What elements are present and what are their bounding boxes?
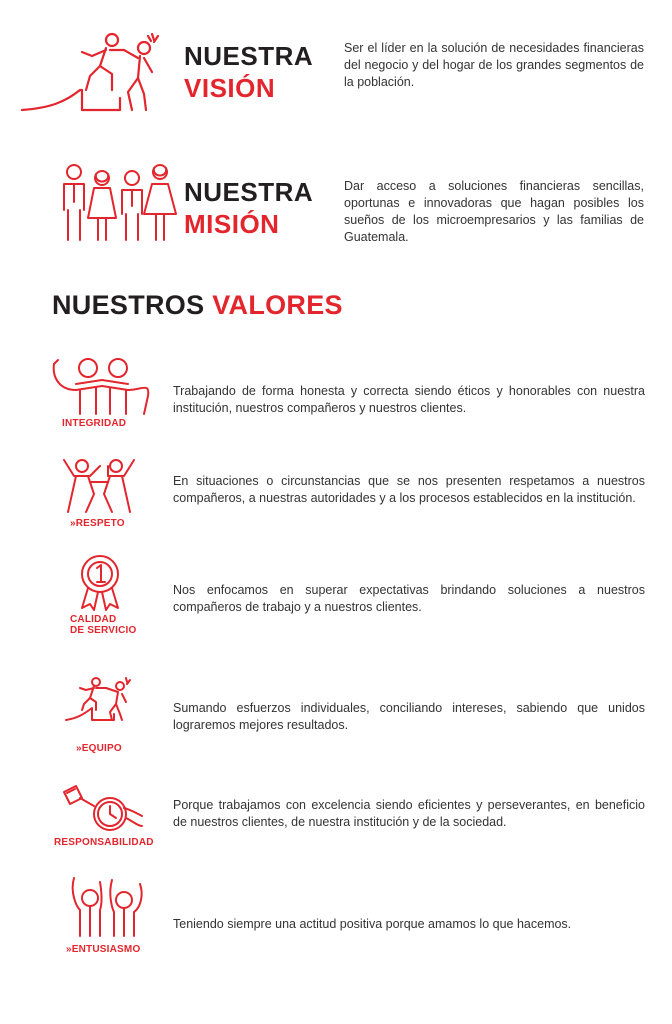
values-section-title (52, 290, 343, 321)
medal-ribbon-icon (76, 554, 124, 612)
mission-title-line2: MISIÓN (184, 209, 280, 239)
respeto-label: »RESPETO (70, 518, 125, 529)
respeto-text: En situaciones o circunstancias que se nos presenten respetamos a nuestros compañeros, a nuestras autoridades y a los procesos establecidos en la institución. (173, 474, 645, 505)
vision-title-line2: VISIÓN (184, 73, 276, 103)
mission-title-line1: NUESTRA (184, 177, 314, 207)
calidad-label-line2: DE SERVICIO (70, 625, 137, 636)
vision-title-line1: NUESTRA (184, 41, 314, 71)
mission-text: Dar acceso a soluciones financieras sencillas, oportunas e innovadoras que hagan posibles los sueños de los microempresarios y las familias de Guatemala. (344, 179, 644, 244)
integridad-text: Trabajando de forma honesta y correcta siendo éticos y honorables con nuestra institución, nuestros compañeros y nuestros clientes. (173, 384, 645, 415)
calidad-text: Nos enfocamos en superar expectativas brindando soluciones a nuestros compañeros de trabajo y a nuestros clientes. (173, 583, 645, 614)
entusiasmo-text: Teniendo siempre una actitud positiva porque amamos lo que hacemos. (173, 917, 572, 931)
vision-text: Ser el líder en la solución de necesidades financieras del negocio y del hogar de los grandes segmentos de la población. (344, 41, 644, 89)
wristwatch-icon (60, 782, 146, 834)
entusiasmo-label: »ENTUSIASMO (66, 944, 141, 955)
mission-heading (184, 176, 313, 240)
helping-hand-climb-icon (20, 28, 182, 114)
responsabilidad-label: RESPONSABILIDAD (54, 837, 154, 848)
vision-heading (184, 40, 313, 104)
calidad-label-line1: CALIDAD (70, 614, 117, 625)
equipo-text: Sumando esfuerzos individuales, conciliando intereses, sabiendo que unidos lograremos mejores resultados. (173, 701, 645, 732)
values-title-word2: VALORES (212, 290, 343, 320)
responsabilidad-text: Porque trabajamos con excelencia siendo eficientes y perseverantes, en beneficio de nuestros clientes, de nuestra institución y de la sociedad. (173, 798, 645, 829)
values-title-word1: NUESTROS (52, 290, 205, 320)
equipo-label: »EQUIPO (76, 743, 122, 754)
family-group-icon (58, 162, 180, 244)
friends-embrace-icon (50, 356, 152, 416)
integridad-label: INTEGRIDAD (62, 418, 127, 429)
people-celebrating-icon (60, 458, 138, 514)
people-cheering-icon (68, 876, 148, 938)
team-climb-icon (64, 676, 142, 722)
